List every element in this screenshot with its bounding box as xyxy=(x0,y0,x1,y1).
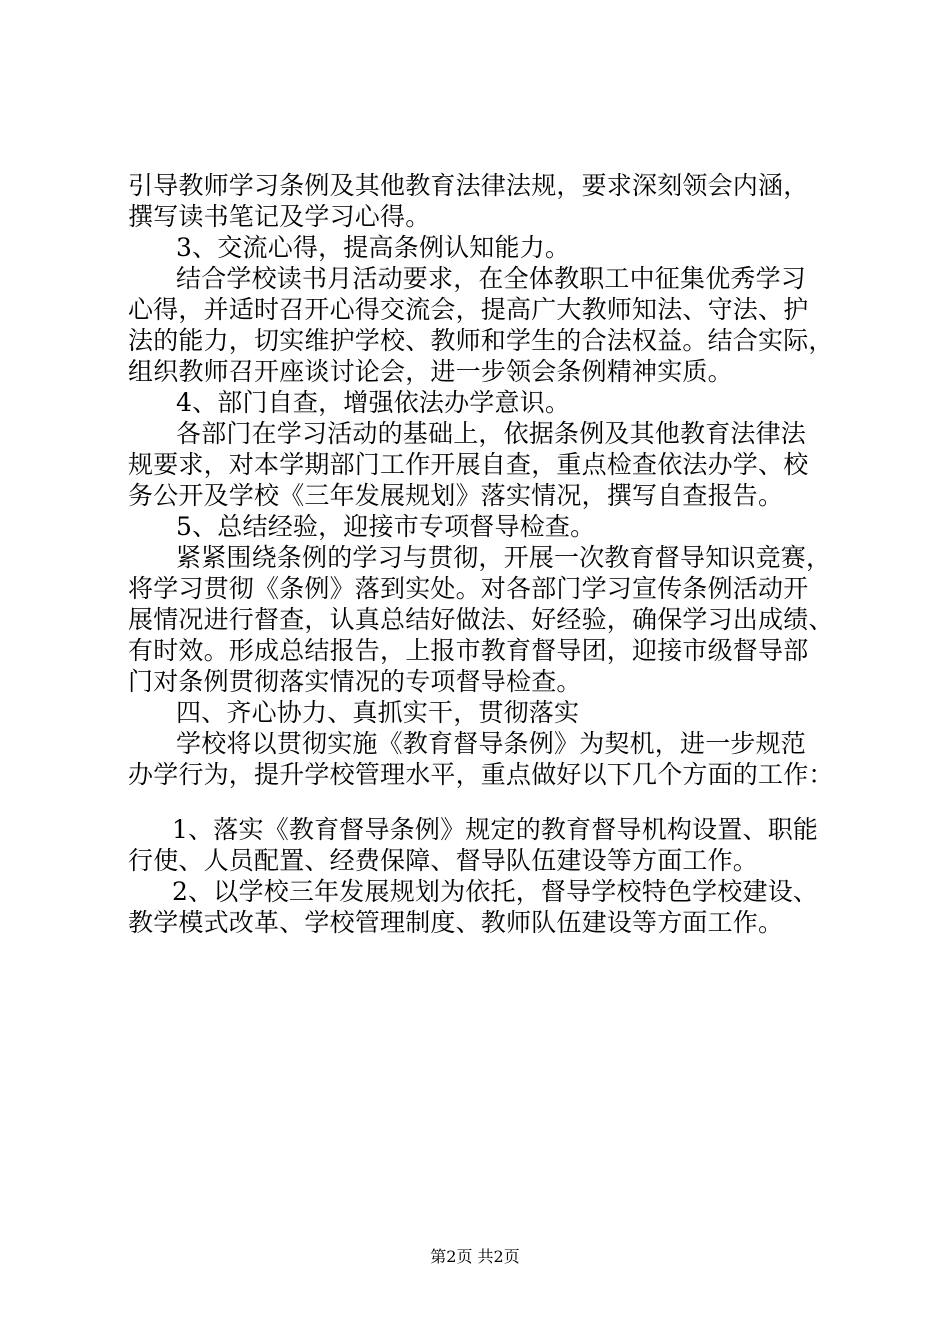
text-line: 有时效。形成总结报告，上报市教育督导团，迎接市级督导部 xyxy=(128,636,809,665)
text-line: 各部门在学习活动的基础上，依据条例及其他教育法律法 xyxy=(176,419,807,448)
text-line: 结合学校读书月活动要求，在全体教职工中征集优秀学习 xyxy=(176,264,807,293)
page-footer: 第2页 共2页 xyxy=(430,1247,520,1266)
text-line: 门对条例贯彻落实情况的专项督导检查。 xyxy=(128,667,582,696)
section-heading: 3、交流心得，提高条例认知能力。 xyxy=(176,233,571,262)
section-heading: 四、齐心协力、真抓实干，贯彻落实 xyxy=(176,698,580,727)
text-line: 将学习贯彻《条例》落到实处。对各部门学习宣传条例活动开 xyxy=(128,574,809,603)
list-item: 1、落实《教育督导条例》规定的教育督导机构设置、职能 xyxy=(172,815,819,844)
section-heading: 5、总结经验，迎接市专项督导检查。 xyxy=(176,512,596,541)
text-line: 教学模式改革、学校管理制度、教师队伍建设等方面工作。 xyxy=(128,908,784,937)
text-line: 撰写读书笔记及学习心得。 xyxy=(128,202,431,231)
text-line: 心得，并适时召开心得交流会，提高广大教师知法、守法、护 xyxy=(128,295,809,324)
text-line: 引导教师学习条例及其他教育法律法规，要求深刻领会内涵， xyxy=(128,171,809,200)
text-line: 紧紧围绕条例的学习与贯彻，开展一次教育督导知识竞赛， xyxy=(176,543,832,572)
text-line: 规要求，对本学期部门工作开展自查，重点检查依法办学、校 xyxy=(128,450,809,479)
paragraph-gap xyxy=(128,790,828,814)
text-line: 组织教师召开座谈讨论会，进一步领会条例精神实质。 xyxy=(128,357,733,386)
text-line: 法的能力，切实维护学校、教师和学生的合法权益。结合实际， xyxy=(128,326,834,355)
text-line: 办学行为，提升学校管理水平，重点做好以下几个方面的工作： xyxy=(128,760,834,789)
text-line: 展情况进行督查，认真总结好做法、好经验，确保学习出成绩、 xyxy=(128,605,834,634)
text-line: 学校将以贯彻实施《教育督导条例》为契机，进一步规范 xyxy=(176,729,807,758)
text-line: 务公开及学校《三年发展规划》落实情况，撰写自查报告。 xyxy=(128,481,784,510)
section-heading: 4、部门自查，增强依法办学意识。 xyxy=(176,388,571,417)
list-item: 2、以学校三年发展规划为依托，督导学校特色学校建设、 xyxy=(172,877,819,906)
document-body xyxy=(128,170,834,938)
text-line: 行使、人员配置、经费保障、督导队伍建设等方面工作。 xyxy=(128,846,759,875)
